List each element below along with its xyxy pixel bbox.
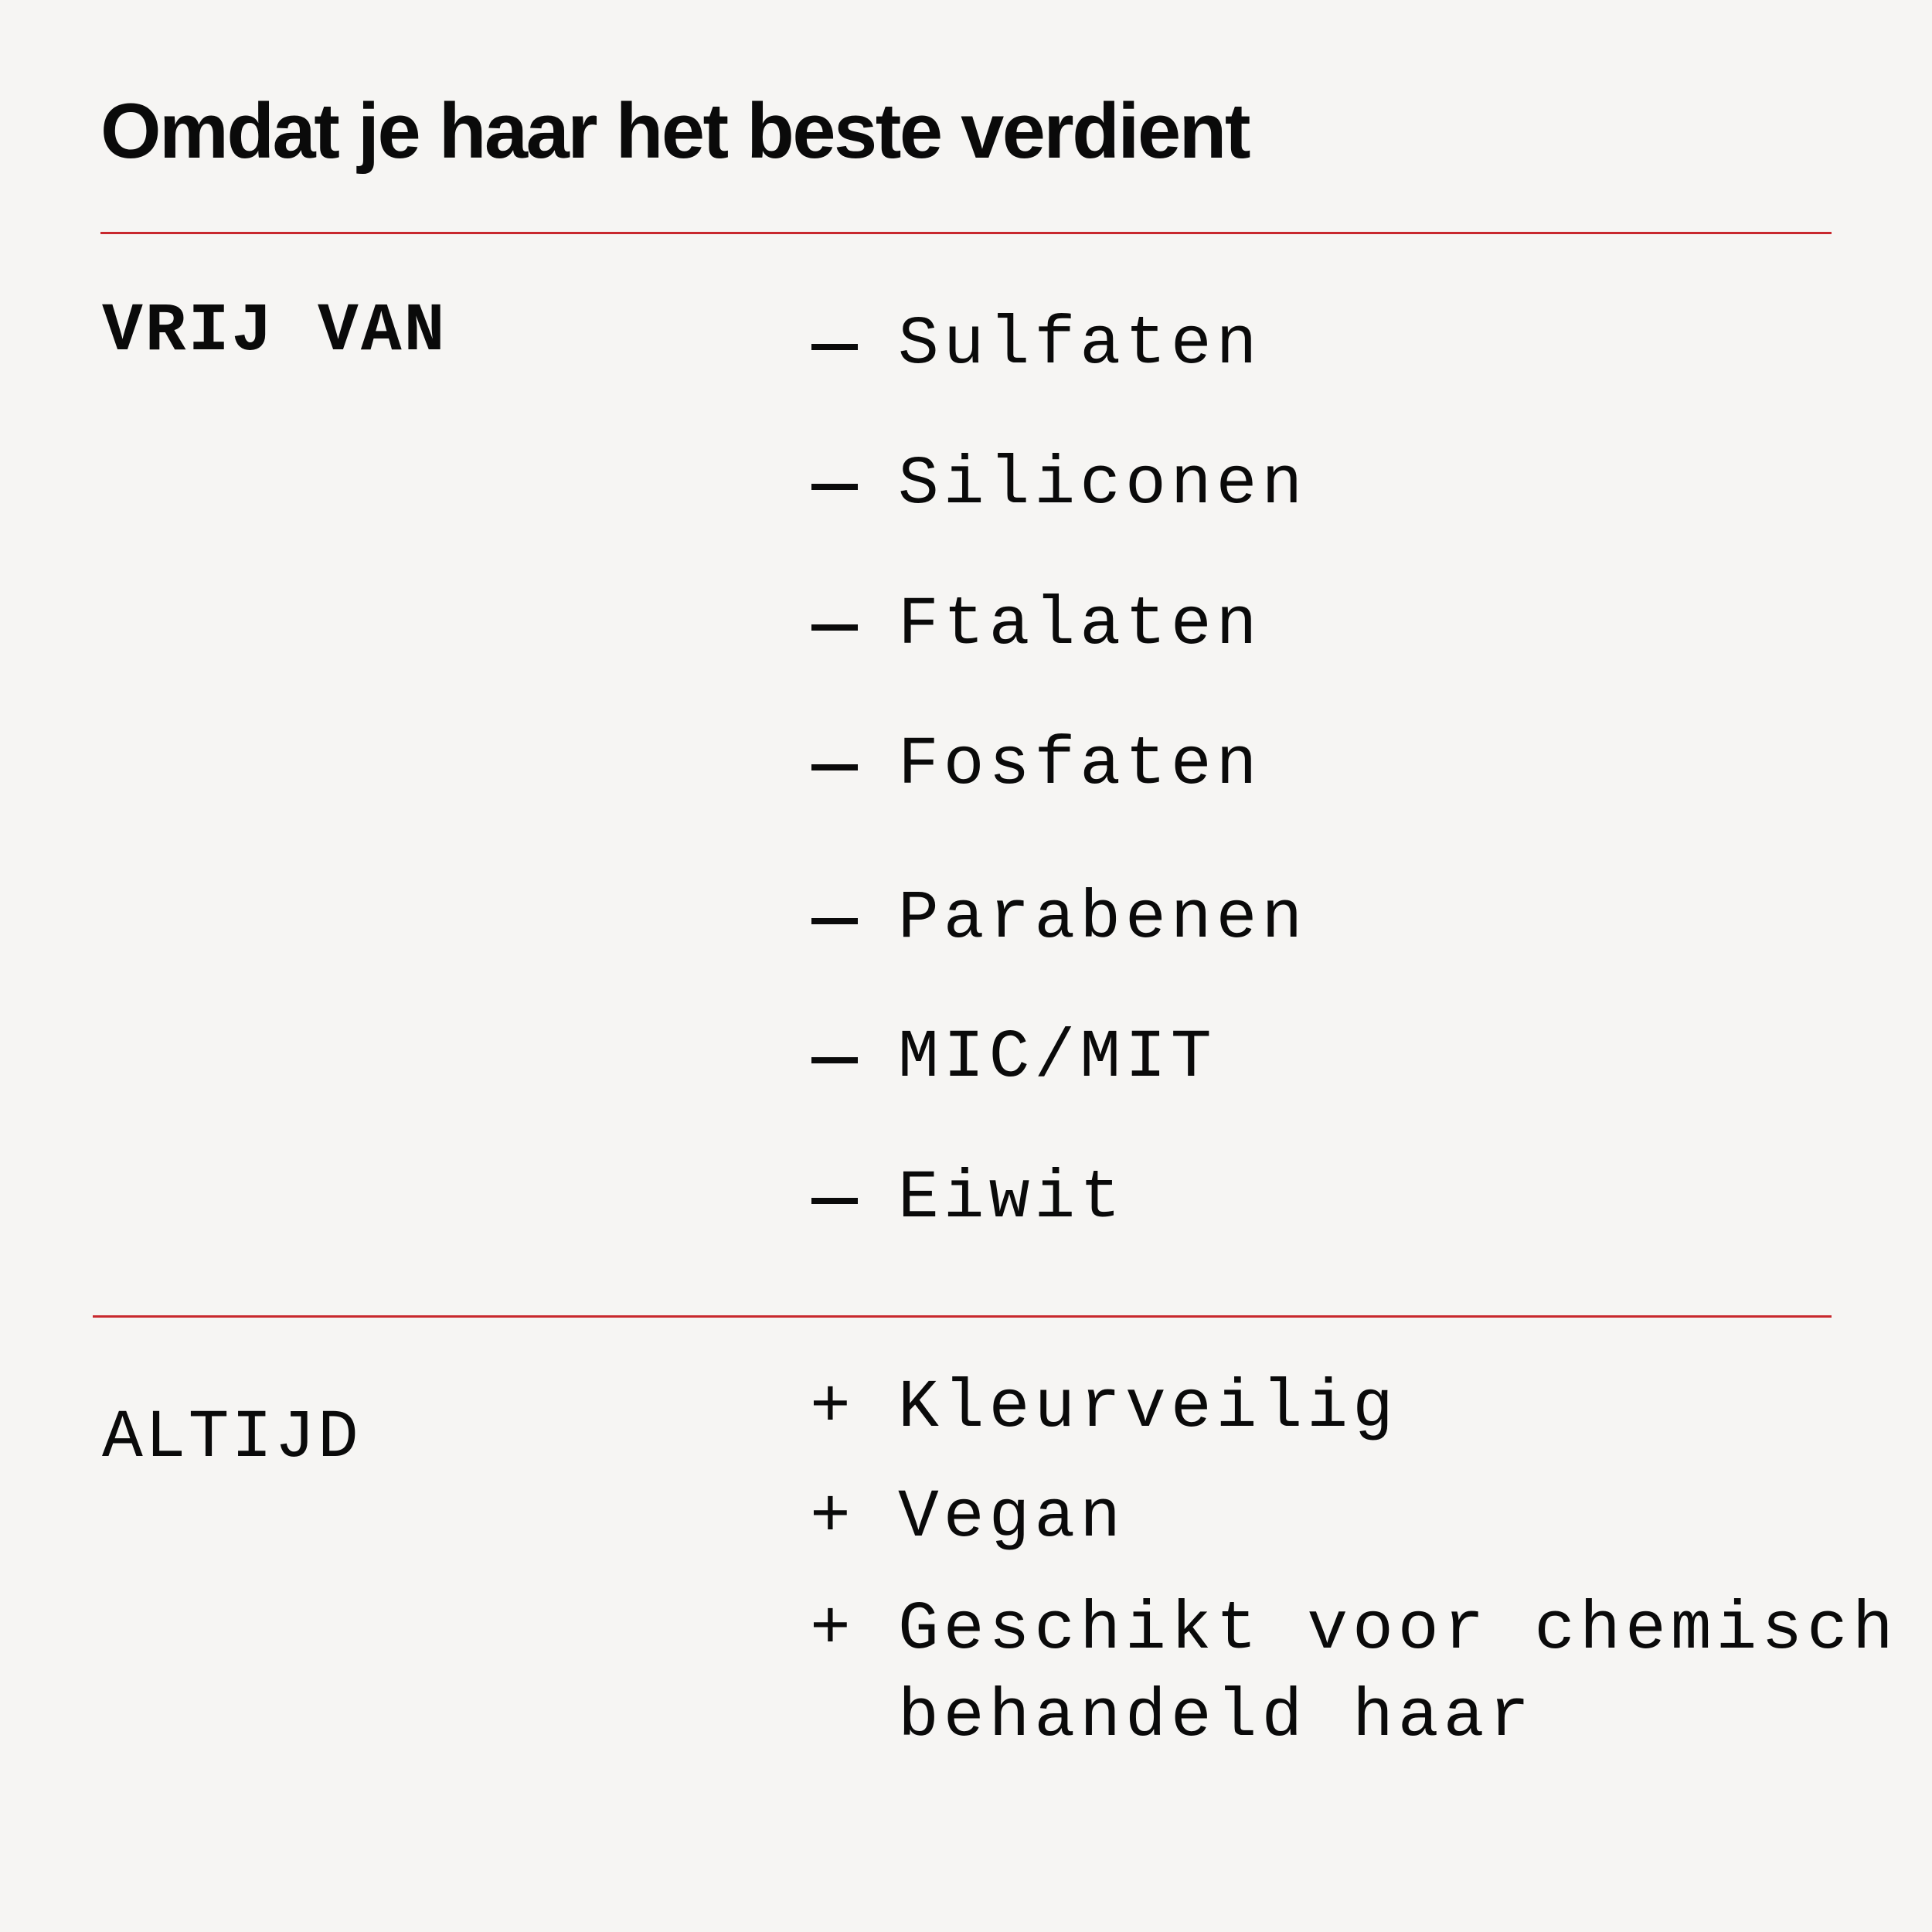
dash-icon [811,344,858,350]
always-item: Kleurveilig [898,1370,1398,1447]
always-item: Geschikt voor chemisch [898,1592,1898,1668]
always-label: ALTIJD [102,1400,361,1477]
plus-icon: + [810,1480,855,1556]
middle-divider [93,1315,1832,1318]
plus-icon: + [810,1592,855,1668]
free-from-item: Ftalaten [898,587,1262,664]
page-title: Omdat je haar het beste verdient [100,88,1249,175]
always-item: behandeld haar [898,1679,1535,1756]
free-from-item: MIC/MIT [898,1020,1216,1097]
dash-icon [811,1057,858,1063]
free-from-item: Fosfaten [898,727,1262,804]
dash-icon [811,918,858,924]
dash-icon [811,624,858,631]
free-from-item: Siliconen [898,447,1308,523]
dash-icon [811,484,858,490]
free-from-item: Sulfaten [898,307,1262,383]
always-item: Vegan [898,1480,1126,1556]
free-from-label: VRIJ VAN [102,294,447,370]
top-divider [100,232,1832,234]
plus-icon: + [810,1370,855,1447]
free-from-item: Eiwit [898,1161,1126,1237]
free-from-item: Parabenen [898,881,1308,957]
dash-icon [811,764,858,770]
dash-icon [811,1198,858,1204]
